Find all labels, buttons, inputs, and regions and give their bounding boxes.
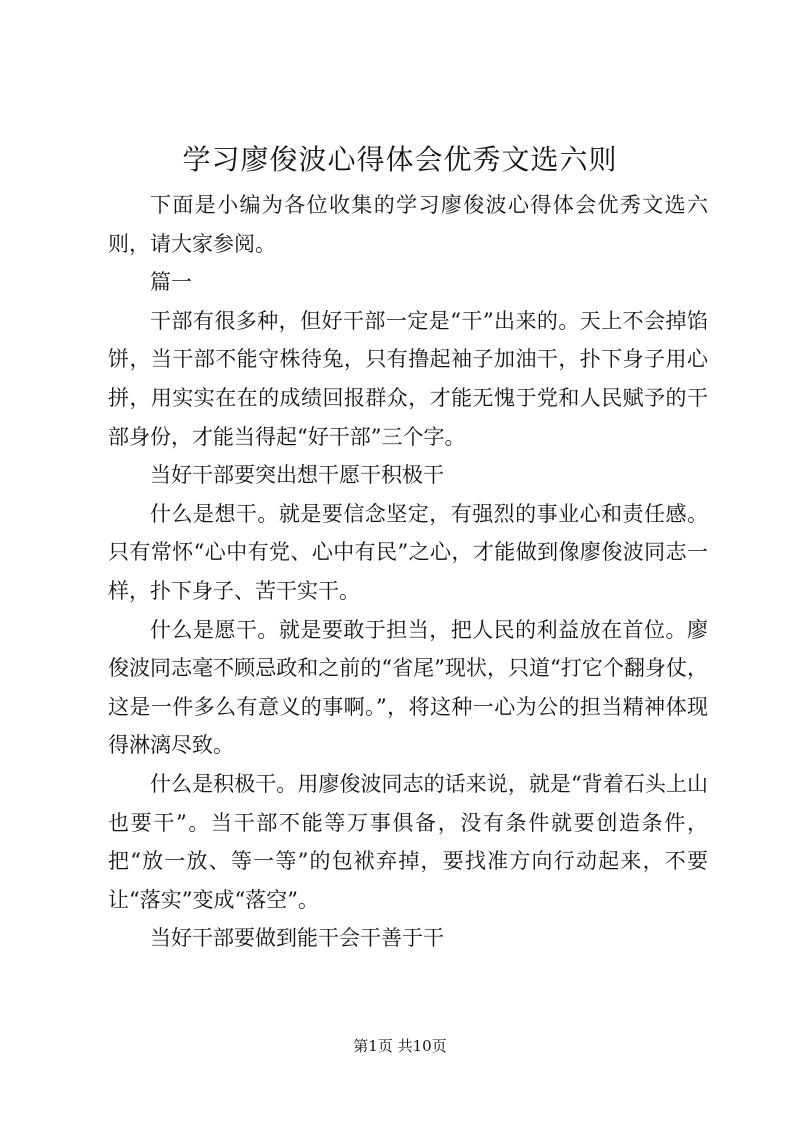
section-heading: 篇一 [150,270,192,295]
document-title: 学习廖俊波心得体会优秀文选六则 [182,143,618,176]
paragraph: 什么是想干。就是要信念坚定，有强烈的事业心和责任感。只有常怀“心中有党、心中有民”之心，才能做到像廖俊波同志一样，扑下身子、苦干实干。 [108,501,708,603]
paragraph: 什么是积极干。用廖俊波同志的话来说，就是“背着石头上山也要干”。当干部不能等万事俱备，没有条件就要创造条件，把“放一放、等一等”的包袱弃掉，要找准方向行动起来，不要让“落实”变成“落空”。 [108,771,708,912]
subheading: 当好干部要做到能干会干善于干 [150,926,444,951]
paragraph: 什么是愿干。就是要敢于担当，把人民的利益放在首位。廖俊波同志毫不顾忌政和之前的“省尾”现状，只道“打它个翻身仗，这是一件多么有意义的事啊。”，将这种一心为公的担当精神体现得淋漓尽致。 [108,617,708,758]
paragraph-intro: 下面是小编为各位收集的学习廖俊波心得体会优秀文选六则，请大家参阅。 [108,193,708,256]
paragraph: 干部有很多种，但好干部一定是“干”出来的。天上不会掉馅饼，当干部不能守株待兔，只有撸起袖子加油干，扑下身子用心拼，用实实在在的成绩回报群众，才能无愧于党和人民赋予的干部身份，才能当得起“好干部”三个字。 [108,308,708,449]
subheading: 当好干部要突出想干愿干积极干 [150,463,444,488]
document-body [108,186,708,958]
page-number-footer: 第1页 共10页 [353,1037,447,1055]
